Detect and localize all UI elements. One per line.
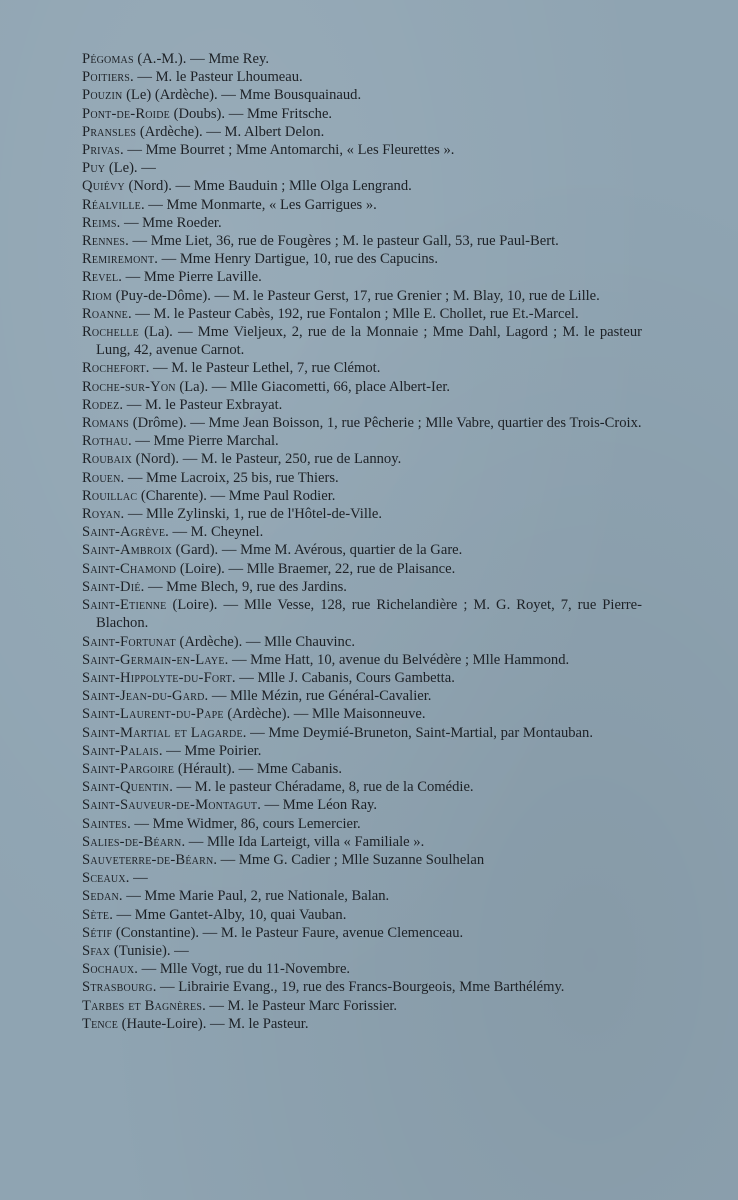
directory-list <box>82 50 642 1033</box>
entry-contacts: (Puy-de-Dôme). — M. le Pasteur Gerst, 17, rue Grenier ; M. Blay, 10, rue de Lille. <box>111 287 600 304</box>
entry-contacts: . — Mme Blech, 9, rue des Jardins. <box>140 578 347 595</box>
entry-place: Privas <box>82 142 121 159</box>
entry-contacts: (Ardèche). — Mlle Maisonneuve. <box>223 706 426 723</box>
entry-place: Saint-Ambroix <box>82 542 173 559</box>
entry-contacts: (Drôme). — Mme Jean Boisson, 1, rue Pêcherie ; Mlle Vabre, quartier des Trois-Croix. <box>129 415 642 432</box>
entry-contacts: . — M. le Pasteur Exbrayat. <box>119 396 283 413</box>
entry-place: Saint-Agrève <box>82 524 166 541</box>
entry-contacts: . — M. le Pasteur Lhoumeau. <box>130 69 303 86</box>
entry-contacts: (Loire). — Mlle Vesse, 128, rue Richelandière ; M. G. Royet, 7, rue Pierre-Blachon. <box>96 597 642 632</box>
entry-place: Saint-Hippolyte-du-Fort <box>82 669 232 686</box>
directory-entry <box>82 687 642 705</box>
entry-place: Pégomas <box>82 51 134 67</box>
entry-place: Saint-Laurent-du-Pape <box>82 706 224 723</box>
entry-contacts: . — Mlle Vogt, rue du 11-Novembre. <box>134 961 351 978</box>
directory-entry <box>82 669 642 687</box>
entry-contacts: . — Mme Deymié-Bruneton, Saint-Martial, par Montauban. <box>242 724 593 741</box>
entry-place: Salies-de-Béarn <box>82 833 182 850</box>
directory-entry <box>82 942 642 960</box>
entry-place: Rouen <box>82 469 121 486</box>
directory-entry <box>82 523 642 541</box>
directory-entry <box>82 541 642 559</box>
directory-entry <box>82 50 642 68</box>
entry-contacts: . — Mme Lacroix, 25 bis, rue Thiers. <box>120 469 339 486</box>
entry-place: Rothau <box>82 433 128 450</box>
directory-entry <box>82 268 642 286</box>
entry-place: Saintes <box>82 815 128 832</box>
entry-contacts: . — Mme Léon Ray. <box>257 797 378 814</box>
directory-entry <box>82 323 642 359</box>
entry-contacts: . — <box>125 870 148 887</box>
directory-entry <box>82 778 642 796</box>
entry-place: Poitiers <box>82 69 131 86</box>
directory-entry <box>82 796 642 814</box>
entry-place: Saint-Fortunat <box>82 633 176 650</box>
entry-contacts: (Le) (Ardèche). — Mme Bousquainaud. <box>122 87 362 104</box>
directory-entry <box>82 214 642 232</box>
entry-contacts: . — Mlle J. Cabanis, Cours Gambetta. <box>231 669 455 686</box>
entry-contacts: . — Mme Liet, 36, rue de Fougères ; M. le pasteur Gall, 53, rue Paul-Bert. <box>125 233 559 250</box>
entry-place: Roanne <box>82 305 128 322</box>
entry-place: Saint-Pargoire <box>82 760 175 777</box>
entry-contacts: (La). — Mlle Giacometti, 66, place Albert-Ier. <box>175 378 451 395</box>
entry-place: Romans <box>82 415 130 432</box>
entry-contacts: . — Mme G. Cadier ; Mlle Suzanne Soulhelan <box>213 851 485 868</box>
entry-contacts: . — Mme Pierre Laville. <box>118 269 262 286</box>
directory-entry <box>82 887 642 905</box>
entry-place: Tence <box>82 1015 119 1032</box>
directory-entry <box>82 487 642 505</box>
entry-contacts: (Gard). — Mme M. Avérous, quartier de la Gare. <box>172 542 463 559</box>
directory-entry <box>82 469 642 487</box>
entry-place: Rennes <box>82 233 126 250</box>
entry-contacts: . — Mme Roeder. <box>116 214 222 231</box>
entry-contacts: (Hérault). — Mme Cabanis. <box>174 760 343 777</box>
entry-place: Sétif <box>82 924 113 941</box>
entry-contacts: . — Mme Poirier. <box>158 742 262 759</box>
entry-place: Roubaix <box>82 451 133 468</box>
entry-place: Quiévy <box>82 178 125 195</box>
entry-contacts: . — Librairie Evang., 19, rue des Francs-Bourgeois, Mme Barthélémy. <box>152 979 565 996</box>
directory-entry <box>82 851 642 869</box>
entry-contacts: . — M. le Pasteur Lethel, 7, rue Clémot. <box>145 360 381 377</box>
directory-entry <box>82 869 642 887</box>
directory-entry <box>82 305 642 323</box>
entry-contacts: (Le). — <box>105 160 156 177</box>
directory-entry <box>82 250 642 268</box>
entry-contacts: . — Mme Bourret ; Mme Antomarchi, « Les Fleurettes ». <box>120 142 455 159</box>
directory-entry <box>82 960 642 978</box>
entry-place: Rochelle <box>82 324 139 341</box>
directory-entry <box>82 68 642 86</box>
entry-place: Sauveterre-de-Béarn <box>82 851 214 868</box>
directory-entry <box>82 232 642 250</box>
directory-entry <box>82 978 642 996</box>
entry-contacts: (Charente). — Mme Paul Rodier. <box>137 487 336 504</box>
directory-entry <box>82 359 642 377</box>
entry-contacts: . — Mlle Ida Larteigt, villa « Familiale ». <box>181 833 425 850</box>
entry-contacts: (Nord). — Mme Bauduin ; Mlle Olga Lengrand. <box>124 178 412 195</box>
directory-entry <box>82 815 642 833</box>
entry-contacts: (Doubs). — Mme Fritsche. <box>169 105 333 122</box>
entry-place: Sceaux <box>82 870 126 887</box>
entry-contacts: (Ardèche). — M. Albert Delon. <box>136 123 325 140</box>
entry-contacts: . — M. Cheynel. <box>165 524 264 541</box>
entry-place: Saint-Dié <box>82 578 141 595</box>
directory-entry <box>82 906 642 924</box>
entry-place: Saint-Palais <box>82 742 159 759</box>
directory-entry <box>82 742 642 760</box>
entry-place: Riom <box>82 287 112 304</box>
directory-entry <box>82 287 642 305</box>
entry-contacts: (Constantine). — M. le Pasteur Faure, avenue Clemenceau. <box>112 924 464 941</box>
directory-entry <box>82 159 642 177</box>
entry-place: Pransles <box>82 123 137 140</box>
entry-contacts: . — M. le Pasteur Cabès, 192, rue Fontalon ; Mlle E. Chollet, rue Et.-Marcel. <box>127 305 579 322</box>
entry-contacts: (Haute-Loire). — M. le Pasteur. <box>118 1015 309 1032</box>
entry-place: Tarbes et Bagnères <box>82 997 203 1014</box>
directory-entry <box>82 578 642 596</box>
entry-place: Puy <box>82 160 106 177</box>
entry-contacts: (La). — Mme Vieljeux, 2, rue de la Monnaie ; Mme Dahl, Lagord ; M. le pasteur Lung, 42, avenue Carnot. <box>96 324 642 359</box>
directory-entry <box>82 196 642 214</box>
entry-place: Saint-Etienne <box>82 597 167 614</box>
directory-entry <box>82 1015 642 1033</box>
entry-contacts: . — Mlle Zylinski, 1, rue de l'Hôtel-de-Ville. <box>120 506 383 523</box>
entry-place: Saint-Quentin <box>82 779 170 796</box>
entry-place: Revel <box>82 269 119 286</box>
entry-contacts: . — M. le pasteur Chéradame, 8, rue de la Comédie. <box>169 779 474 796</box>
entry-contacts: (Tunisie). — <box>110 942 189 959</box>
directory-entry <box>82 633 642 651</box>
entry-place: Reims <box>82 214 117 231</box>
entry-contacts: . — Mlle Mézin, rue Général-Cavalier. <box>204 688 432 705</box>
entry-place: Remiremont <box>82 251 155 268</box>
entry-place: Sète <box>82 906 110 923</box>
entry-place: Saint-Germain-en-Laye <box>82 651 225 668</box>
entry-place: Pont-de-Roide <box>82 105 170 122</box>
entry-place: Saint-Jean-du-Gard <box>82 688 205 705</box>
directory-entry <box>82 596 642 632</box>
entry-contacts: . — Mme Pierre Marchal. <box>127 433 279 450</box>
entry-place: Réalville <box>82 196 141 213</box>
directory-entry <box>82 414 642 432</box>
entry-place: Saint-Sauveur-de-Montagut <box>82 797 258 814</box>
directory-entry <box>82 651 642 669</box>
entry-contacts: . — Mme Gantet-Alby, 10, quai Vauban. <box>109 906 347 923</box>
entry-contacts: . — M. le Pasteur Marc Forissier. <box>202 997 398 1014</box>
directory-entry <box>82 432 642 450</box>
directory-entry <box>82 924 642 942</box>
directory-entry <box>82 396 642 414</box>
directory-entry <box>82 378 642 396</box>
entry-contacts: (Ardèche). — Mlle Chauvinc. <box>175 633 355 650</box>
entry-place: Sochaux <box>82 961 135 978</box>
entry-contacts: . — Mme Henry Dartigue, 10, rue des Capucins. <box>154 251 438 268</box>
entry-place: Sedan <box>82 888 119 905</box>
entry-contacts: (Nord). — M. le Pasteur, 250, rue de Lannoy. <box>132 451 402 468</box>
entry-place: Pouzin <box>82 87 123 104</box>
entry-place: Roche-sur-Yon <box>82 378 176 395</box>
directory-entry <box>82 705 642 723</box>
directory-entry <box>82 86 642 104</box>
entry-place: Rouillac <box>82 487 138 504</box>
directory-entry <box>82 833 642 851</box>
directory-entry <box>82 760 642 778</box>
directory-entry <box>82 997 642 1015</box>
entry-contacts: . — Mme Widmer, 86, cours Lemercier. <box>127 815 361 832</box>
directory-entry <box>82 560 642 578</box>
directory-entry <box>82 105 642 123</box>
directory-entry <box>82 505 642 523</box>
directory-entry <box>82 123 642 141</box>
entry-place: Saint-Martial et Lagarde <box>82 724 243 741</box>
entry-contacts: (Loire). — Mlle Braemer, 22, rue de Plaisance. <box>176 560 456 577</box>
entry-contacts: (A.-M.). — Mme Rey. <box>133 51 269 67</box>
entry-contacts: . — Mme Monmarte, « Les Garrigues ». <box>140 196 377 213</box>
directory-entry <box>82 177 642 195</box>
directory-entry <box>82 450 642 468</box>
entry-contacts: . — Mme Marie Paul, 2, rue Nationale, Balan. <box>118 888 390 905</box>
entry-place: Strasbourg <box>82 979 153 996</box>
entry-place: Royan <box>82 506 121 523</box>
entry-place: Rochefort <box>82 360 146 377</box>
entry-place: Saint-Chamond <box>82 560 177 577</box>
directory-entry <box>82 141 642 159</box>
entry-contacts: . — Mme Hatt, 10, avenue du Belvédère ; Mlle Hammond. <box>224 651 570 668</box>
entry-place: Sfax <box>82 942 111 959</box>
entry-place: Rodez <box>82 396 120 413</box>
directory-entry <box>82 724 642 742</box>
